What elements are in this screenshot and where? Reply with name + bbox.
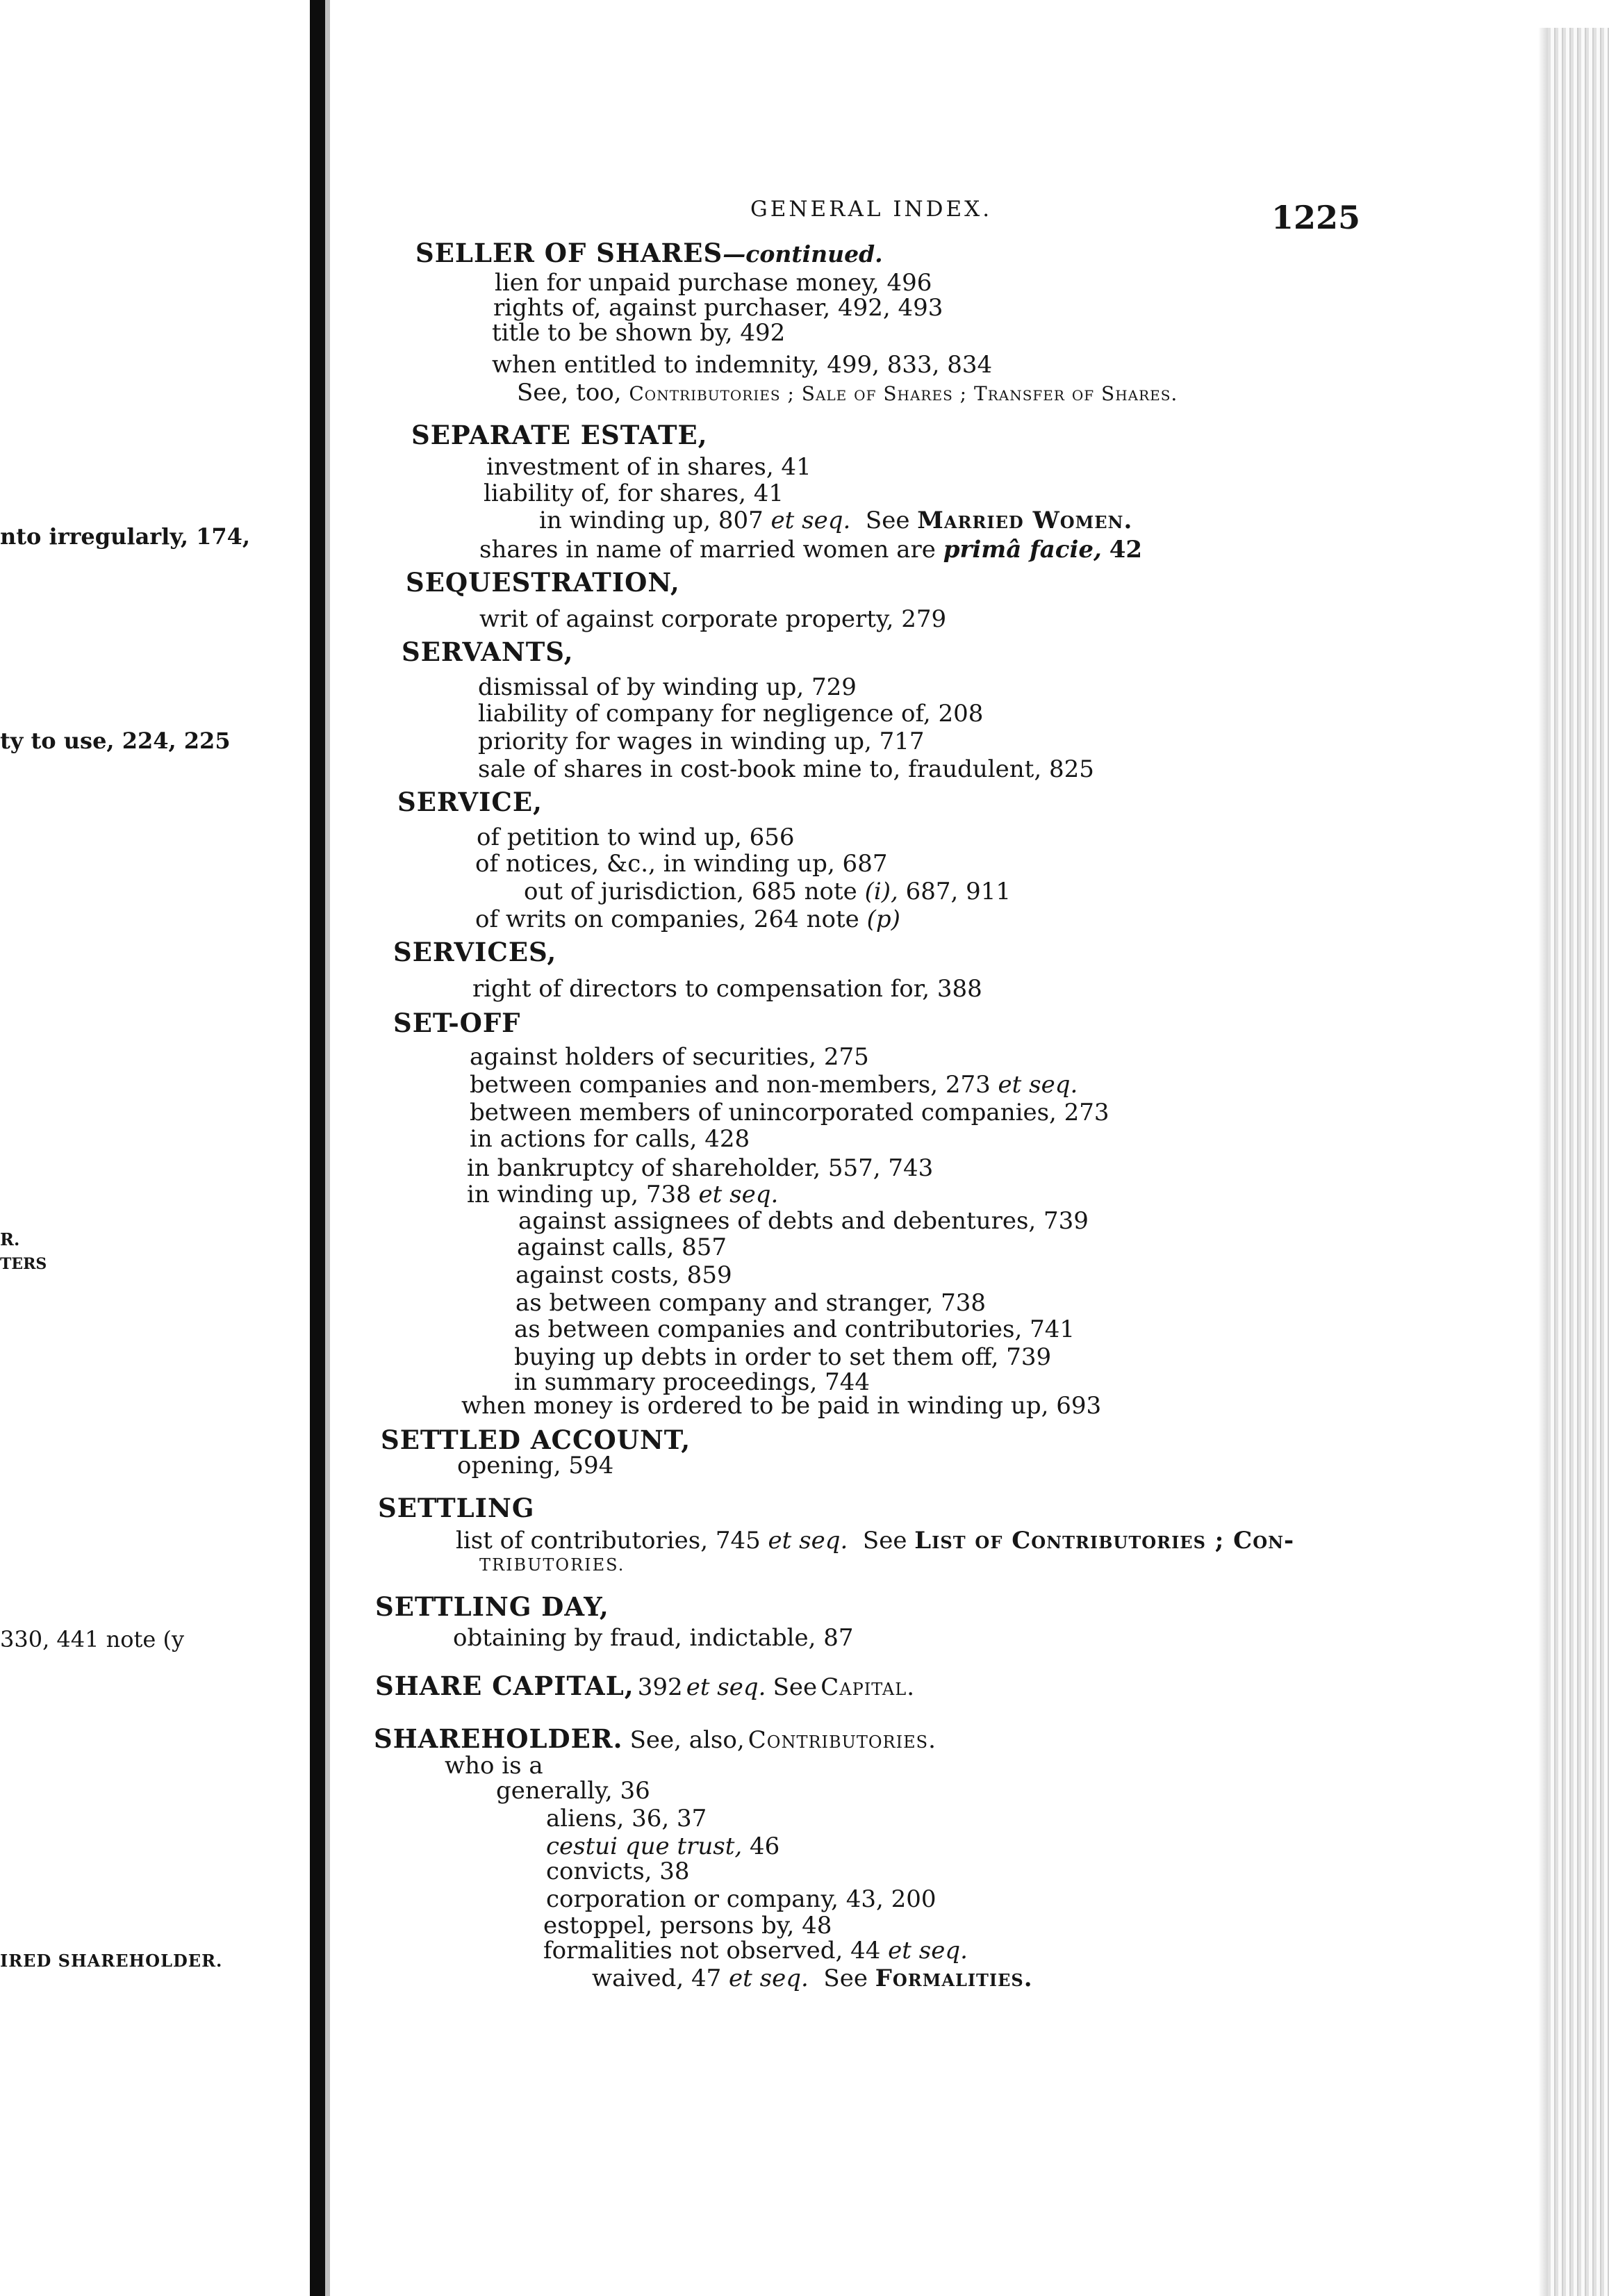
left-page-fragment: TERS: [0, 1255, 47, 1273]
index-line: when money is ordered to be paid in winding up, 693: [461, 1392, 1102, 1420]
index-line: in winding up, 807 et seq. See Married Women.: [539, 507, 1133, 534]
index-subline: in summary proceedings, 744: [514, 1368, 870, 1396]
index-line: between members of unincorporated companies, 273: [470, 1099, 1109, 1126]
index-line: out of jurisdiction, 685 note (i), 687, 911: [524, 878, 1012, 905]
index-line: writ of against corporate property, 279: [479, 605, 947, 633]
index-line: list of contributories, 745 et seq. See List of Contributories ; Con-: [456, 1527, 1295, 1555]
index-subline: against calls, 857: [517, 1233, 727, 1261]
entry-heading: SHAREHOLDER. See, also, Contributories.: [374, 1723, 936, 1754]
index-line: title to be shown by, 492: [492, 319, 786, 347]
index-line: opening, 594: [457, 1452, 614, 1479]
index-subline: generally, 36: [496, 1777, 650, 1805]
index-line: rights of, against purchaser, 492, 493: [493, 294, 943, 322]
left-page-fragment: IRED SHAREHOLDER.: [0, 1951, 223, 1971]
index-subline: estoppel, persons by, 48: [543, 1912, 832, 1940]
index-line: in winding up, 738 et seq.: [467, 1181, 779, 1208]
index-line: right of directors to compensation for, 388: [472, 975, 982, 1003]
index-subline: aliens, 36, 37: [546, 1805, 707, 1832]
entry-heading: SETTLING: [378, 1493, 535, 1523]
index-line: of notices, &c., in winding up, 687: [475, 850, 888, 878]
index-subline: formalities not observed, 44 et seq.: [543, 1937, 968, 1965]
entry-heading: SEPARATE ESTATE,: [411, 420, 708, 450]
index-subline: buying up debts in order to set them off, 739: [514, 1343, 1052, 1371]
entry-heading: SETTLING DAY,: [375, 1591, 609, 1622]
entry-heading: SERVANTS,: [402, 637, 574, 667]
index-line: dismissal of by winding up, 729: [478, 673, 857, 701]
index-subline: as between company and stranger, 738: [515, 1289, 987, 1317]
index-line: against holders of securities, 275: [470, 1043, 869, 1071]
index-subline: against assignees of debts and debentures, 739: [518, 1207, 1089, 1235]
index-line: liability of company for negligence of, 208: [478, 700, 984, 728]
index-line: obtaining by fraud, indictable, 87: [453, 1624, 854, 1652]
entry-heading: SERVICES,: [393, 937, 557, 967]
index-line: investment of in shares, 41: [486, 453, 811, 481]
left-page-fragment: nto irregularly, 174,: [0, 523, 251, 550]
index-line: sale of shares in cost-book mine to, fraudulent, 825: [478, 755, 1094, 783]
book-gutter: [310, 0, 325, 2296]
left-page-fragment: R.: [0, 1229, 20, 1249]
index-subline: as between companies and contributories, 741: [514, 1315, 1075, 1343]
index-subline: waived, 47 et seq. See Formalities.: [592, 1965, 1033, 1992]
entry-heading: SHARE CAPITAL, 392 et seq. See Capital.: [375, 1671, 916, 1701]
book-gutter-shadow: [325, 0, 330, 2296]
index-line: lien for unpaid purchase money, 496: [495, 269, 932, 297]
entry-heading: SELLER OF SHARES—continued.: [415, 238, 883, 268]
entry-heading: SET-OFF: [393, 1008, 521, 1038]
entry-heading: SETTLED ACCOUNT,: [381, 1425, 691, 1455]
entry-heading: SERVICE,: [397, 787, 543, 817]
see-reference: See, too, Contributories ; Sale of Shares ; Transfer of Shares.: [517, 379, 1178, 407]
page-stack-edge: [1548, 28, 1609, 2296]
index-line: of petition to wind up, 656: [477, 823, 795, 851]
entry-heading: SEQUESTRATION,: [406, 567, 680, 598]
index-subline: against costs, 859: [515, 1261, 732, 1289]
page-number: 1225: [1271, 199, 1361, 236]
running-head: GENERAL INDEX.: [750, 197, 993, 222]
index-line: when entitled to indemnity, 499, 833, 834: [492, 351, 993, 379]
index-line: TRIBUTORIES.: [479, 1555, 625, 1575]
index-subline: corporation or company, 43, 200: [546, 1885, 936, 1913]
index-line: shares in name of married women are primâ facie, 42: [479, 536, 1143, 564]
page-edge-shadow: [1538, 28, 1548, 2296]
index-subline: convicts, 38: [546, 1858, 690, 1885]
index-subline: cestui que trust, 46: [546, 1832, 780, 1860]
index-line: of writs on companies, 264 note (p): [475, 905, 900, 933]
index-line: in actions for calls, 428: [470, 1125, 750, 1153]
left-page-fragment: ty to use, 224, 225: [0, 728, 231, 754]
left-page-fragment: 330, 441 note (y: [0, 1626, 185, 1653]
index-line: priority for wages in winding up, 717: [478, 728, 925, 755]
index-line: between companies and non-members, 273 et seq.: [470, 1071, 1078, 1099]
index-line: who is a: [445, 1752, 543, 1780]
index-line: liability of, for shares, 41: [484, 479, 784, 507]
index-line: in bankruptcy of shareholder, 557, 743: [467, 1154, 934, 1182]
